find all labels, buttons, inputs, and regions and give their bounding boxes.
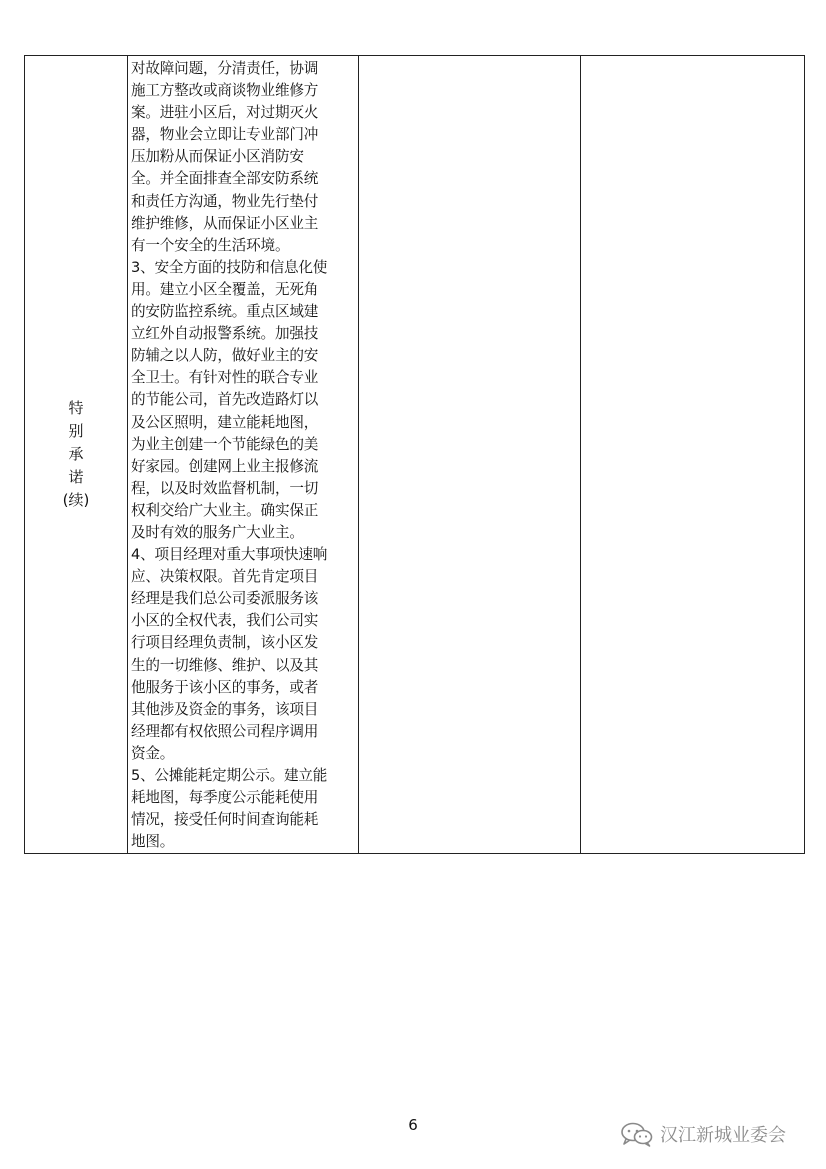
text-line: 好家园。创建网上业主报修流 [131, 457, 319, 475]
empty-cell [359, 56, 581, 854]
text-line: 全。并全面排查全部安防系统 [131, 170, 319, 188]
label-char: 诺 [68, 468, 84, 487]
text-line: 经理是我们总公司委派服务该 [131, 590, 319, 608]
text-line: 权利交给广大业主。确实保正 [131, 501, 319, 519]
text-line: 小区的全权代表，我们公司实 [131, 612, 319, 630]
text-line: 其他涉及资金的事务，该项目 [131, 700, 319, 718]
section-label [63, 397, 90, 512]
text-line: 对故障问题，分清责任，协调 [131, 60, 319, 77]
text-line: 经理都有权依照公司程序调用 [131, 722, 319, 740]
text-line: 立红外自动报警系统。加强技 [131, 325, 319, 343]
label-char: 特 [68, 399, 84, 418]
text-line: 3、安全方面的技防和信息化使 [131, 258, 328, 276]
text-line: 器，物业会立即让专业部门冲 [131, 126, 319, 144]
label-char: (续) [62, 491, 90, 510]
text-line: 生的一切维修、维护、以及其 [131, 656, 319, 674]
text-line: 地图。 [131, 833, 175, 851]
text-line: 程，以及时效监督机制，一切 [131, 479, 319, 497]
text-line: 防辅之以人防，做好业主的安 [131, 347, 319, 365]
text-line: 耗地图，每季度公示能耗使用 [131, 789, 319, 807]
label-cell [25, 56, 128, 854]
table-row [25, 56, 805, 854]
watermark [620, 1121, 786, 1147]
wechat-icon [620, 1121, 654, 1147]
text-line: 有一个安全的生活环境。 [131, 236, 290, 254]
watermark-text: 汉江新城业委会 [660, 1125, 786, 1146]
text-line: 全卫士。有针对性的联合专业 [131, 369, 319, 387]
text-line: 的安防监控系统。重点区域建 [131, 303, 319, 321]
text-line: 的节能公司，首先改造路灯以 [131, 391, 319, 409]
text-line: 及公区照明，建立能耗地图， [131, 413, 319, 431]
text-line: 4、项目经理对重大事项快速响 [131, 546, 328, 564]
text-line: 用。建立小区全覆盖，无死角 [131, 280, 319, 298]
page-number: 6 [408, 1116, 418, 1134]
label-char: 别 [68, 422, 84, 441]
text-line: 他服务于该小区的事务，或者 [131, 678, 319, 696]
text-line: 为业主创建一个节能绿色的美 [131, 435, 319, 453]
label-char: 承 [68, 445, 84, 464]
text-line: 应、决策权限。首先肯定项目 [131, 568, 319, 586]
empty-cell [581, 56, 805, 854]
text-line: 资金。 [131, 744, 175, 762]
text-line: 施工方整改或商谈物业维修方 [131, 82, 319, 100]
text-line: 和责任方沟通，物业先行垫付 [131, 192, 319, 210]
text-line: 行项目经理负责制，该小区发 [131, 634, 319, 652]
text-line: 情况，接受任何时间查询能耗 [131, 811, 319, 829]
text-line: 案。进驻小区后，对过期灭火 [131, 104, 319, 122]
text-line: 压加粉从而保证小区消防安 [131, 148, 304, 166]
text-line: 5、公摊能耗定期公示。建立能 [131, 767, 328, 784]
text-line: 及时有效的服务广大业主。 [131, 523, 304, 541]
commitment-text [131, 58, 358, 853]
commitment-table [24, 55, 805, 854]
text-line: 维护维修，从而保证小区业主 [131, 214, 319, 232]
content-cell [128, 56, 359, 854]
